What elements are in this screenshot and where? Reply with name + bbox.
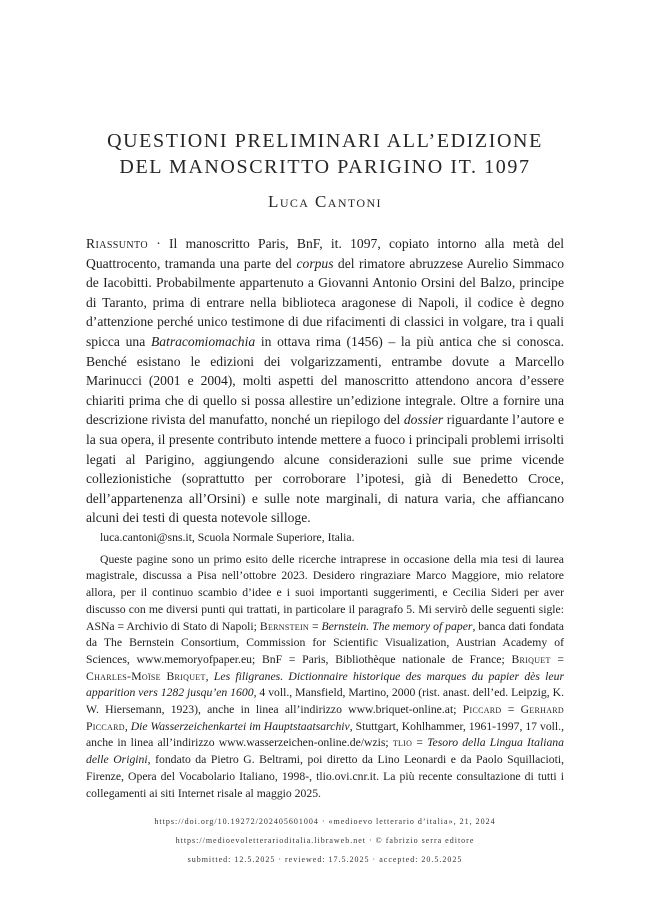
footer-doi: https://doi.org/10.19272/202405601004 · «medioevo letterario d’italia», 21, 2024 xyxy=(154,817,496,826)
note-siglum: Charles-Moïse Briquet xyxy=(86,669,206,683)
footer-dates: submitted: 12.5.2025 · reviewed: 17.5.2025 · accepted: 20.5.2025 xyxy=(187,855,463,864)
note-text: Queste pagine sono un primo esito delle ricerche intraprese in occasione della mia tesi di laurea magistrale, discussa a Pisa nell’ottobre 2023. Desidero ringraziare Marco Maggiore, mio relatore allora, per il continuo scambio d’idee e i suoi importanti suggerimenti, e Cecilia Sideri per aver discusso con me diversi punti qui trattati, in particolare il paragrafo 5. Mi servirò delle seguenti sigle: ASNa = Archivio di Stato di Napoli; xyxy=(86,552,564,633)
abstract-text: in ottava rima (1456) – la più antica che si conosca. Benché esistano le edizioni dei volgarizzamenti, entrambe dovute a Marcello Marinucci (2001 e 2004), molti aspetti del manoscritto attendono ancora d’essere chiariti prima che di quello si possa allestire un’edizione integrale. Oltre a fornire una descrizione rivista del manufatto, nonché un riepilogo del xyxy=(86,333,564,428)
note-text: = xyxy=(309,619,322,633)
footer-website: https://medioevoletterarioditalia.libraweb.net · © fabrizio serra editore xyxy=(175,836,475,845)
note-siglum: Piccard xyxy=(462,703,502,717)
note-italic: Tesoro della Lingua Italiana delle Origini xyxy=(86,736,564,767)
note-siglum: tlio xyxy=(392,736,413,750)
article-title xyxy=(60,128,590,180)
note-text: , fondato da Pietro G. Beltrami, poi diretto da Lino Leonardi e da Paolo Squillacioti, Firenze, Opera del Vocabolario Italiano, 1998-, tlio.ovi.cnr.it. La più recente consultazione di tutti i collegamenti ai siti Internet risale al maggio 2025. xyxy=(86,753,564,800)
note-text: , banca dati fondata da The Bernstein Consortium, Commission for Scientific Visualization, Austrian Academy of Sciences, www.memoryofpaper.eu; BnF = Paris, Bibliothèque nationale de France; xyxy=(86,619,564,666)
title-line-1: QUESTIONI PRELIMINARI ALL’EDIZIONE xyxy=(107,130,543,152)
abstract xyxy=(86,234,564,528)
author-affiliation: luca.cantoni@sns.it, Scuola Normale Superiore, Italia. xyxy=(100,531,355,544)
note-text: = xyxy=(412,736,428,750)
abstract-italic: Batracomiomachia xyxy=(150,333,256,349)
abstract-italic: dossier xyxy=(403,412,444,428)
note-text: = xyxy=(501,703,521,717)
note-text: = xyxy=(550,652,564,666)
note-italic: Die Wasserzeichenkartei im Hauptstaatsarchiv xyxy=(130,719,350,733)
note-text: , xyxy=(205,669,214,683)
note-siglum: Bernstein xyxy=(259,619,310,633)
abstract-text: riguardante l’autore e la sua opera, il presente contributo intende mettere a fuoco i principali problemi irrisolti legati al Parigino, aggiungendo alcune considerazioni sulle sue prime vicende collezionistiche (soprattutto per corroborare l’ipotesi, già di Benedetto Croce, dell’appartenenza all’Orsini) e sulle note marginali, di natura varia, che affiancano alcuni dei testi di questa notevole silloge. xyxy=(86,412,564,526)
note-italic: Bernstein. The memory of paper xyxy=(321,619,473,633)
note-text: , Stuttgart, Kohlhammer, 1961-1997, 17 voll., anche in linea all’indirizzo www.wasserzeichen-online.de/wzis; xyxy=(86,719,564,750)
first-page-notes xyxy=(86,530,564,802)
abstract-text: Il manoscritto Paris, BnF, it. 1097, copiato intorno alla metà del Quattrocento, tramanda una parte del xyxy=(86,236,565,271)
abstract-separator: · xyxy=(147,236,170,251)
note-text: , xyxy=(124,719,131,733)
abstract-text: del rimatore abruzzese Aurelio Simmaco de Iacobitti. Probabilmente appartenuto a Giovanni Antonio Orsini del Balzo, principe di Taranto, prima di entrare nella biblioteca aragonese di Napoli, il codice è degno d’attenzione perché unico testimone di due rifacimenti di classici in volgare, tra i quali spicca una xyxy=(86,255,564,349)
author-name: Luca Cantoni xyxy=(268,192,382,211)
note-text: , 4 voll., Mansfield, Martino, 2000 (rist. anast. dell’ed. Leipzig, K. W. Hiersemann, 1923), anche in linea all’indirizzo www.briquet-online.at; xyxy=(86,686,564,717)
abstract-label: Riassunto xyxy=(86,236,148,251)
note-italic: Les filigranes. Dictionnaire historique des marques du papier dès leur apparition vers 1282 jusqu’en 1600 xyxy=(86,669,564,700)
title-line-2: DEL MANOSCRITTO PARIGINO IT. 1097 xyxy=(119,156,531,178)
note-siglum: Briquet xyxy=(511,652,551,666)
acknowledgements-note xyxy=(86,552,564,803)
note-siglum: Gerhard Piccard xyxy=(86,703,564,733)
abstract-italic: corpus xyxy=(296,255,334,271)
